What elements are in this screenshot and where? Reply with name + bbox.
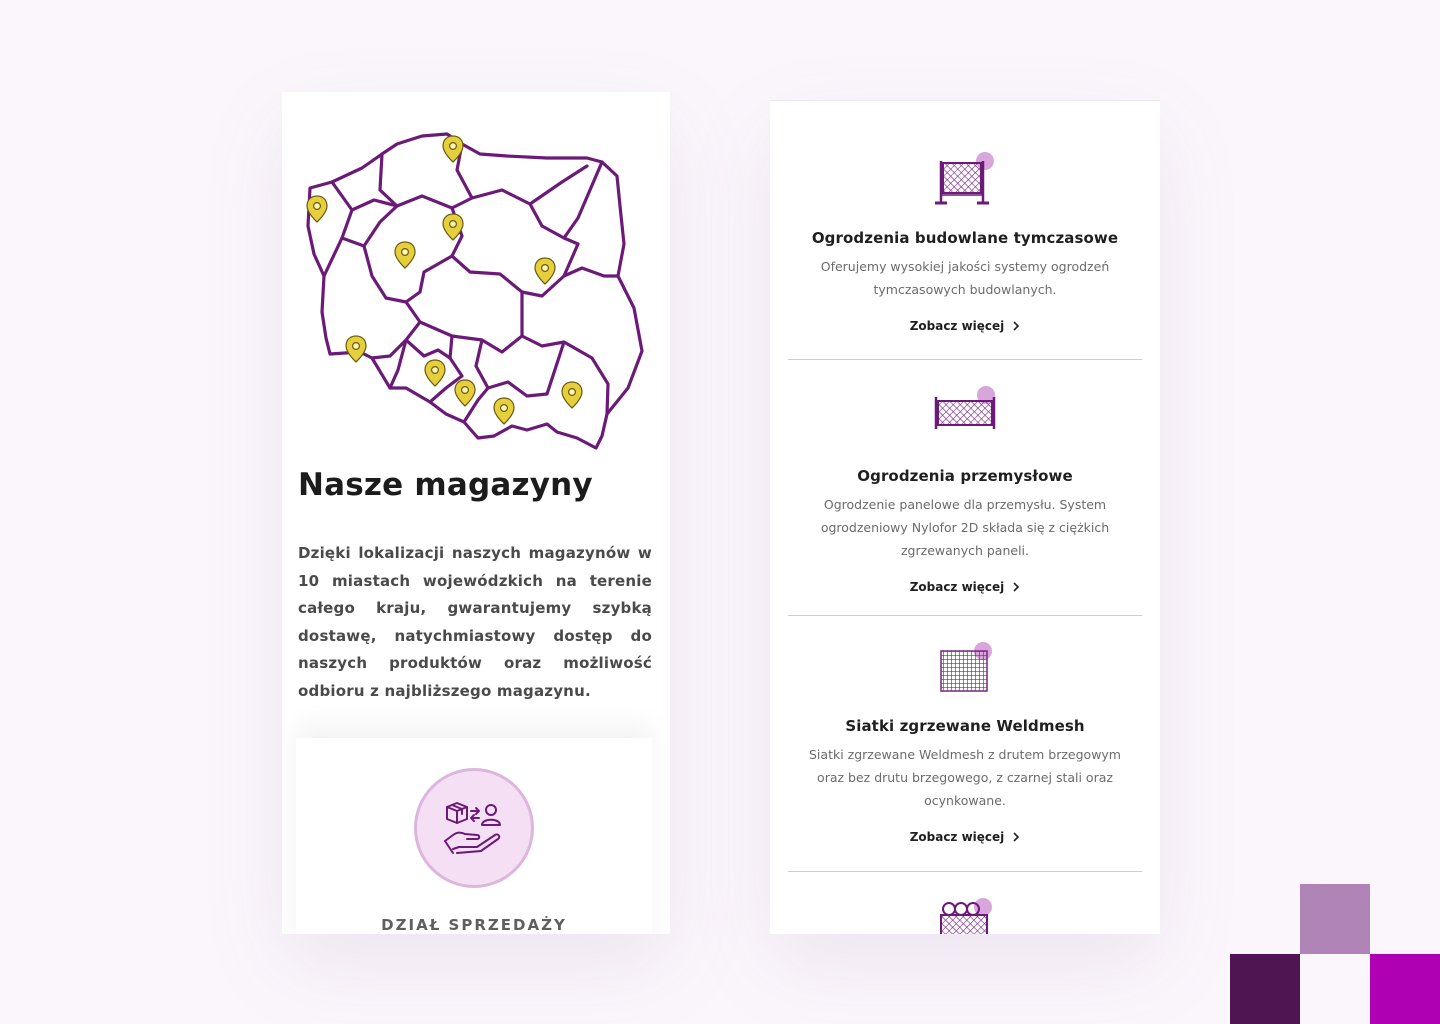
product-card xyxy=(788,639,1142,872)
see-more-link[interactable] xyxy=(910,580,1021,594)
location-pin-icon xyxy=(425,360,445,386)
weldmesh-icon xyxy=(935,639,995,693)
poland-map xyxy=(302,126,648,456)
location-pin-icon xyxy=(494,398,514,424)
sales-department-card[interactable] xyxy=(296,738,652,934)
decorative-square xyxy=(1300,884,1370,954)
location-pin-icon xyxy=(395,242,415,268)
product-description: Siatki zgrzewane Weldmesh z drutem brzegowym oraz bez drutu brzegowego, z czarnej stali oraz ocynkowane. xyxy=(809,747,1121,808)
razor-wire-fence-icon xyxy=(935,895,995,934)
chevron-right-icon xyxy=(1012,581,1020,593)
product-title: Ogrodzenia budowlane tymczasowe xyxy=(811,229,1119,247)
warehouses-screen xyxy=(282,92,670,934)
industrial-fence-icon xyxy=(932,383,998,431)
warehouses-description: Dzięki lokalizacji naszych magazynów w 10 miastach wojewódzkich na terenie całego kraju, gwarantujemy szybką dostawę, natychmiastowy dostęp do naszych produktów oraz możliwość odbioru z najbliższego magazynu. xyxy=(298,544,652,700)
sales-icon-circle xyxy=(414,768,534,888)
see-more-link[interactable] xyxy=(910,830,1021,844)
see-more-label: Zobacz więcej xyxy=(909,580,1005,594)
decorative-square xyxy=(1230,954,1300,1024)
product-title: Ogrodzenia przemysłowe xyxy=(857,467,1073,485)
chevron-right-icon xyxy=(1012,320,1020,332)
location-pin-icon xyxy=(455,380,475,406)
product-card xyxy=(788,383,1142,616)
sales-department-label: DZIAŁ SPRZEDAŻY xyxy=(381,916,567,934)
location-pin-icon xyxy=(443,136,463,162)
temporary-fence-icon xyxy=(933,151,997,207)
location-pin-icon xyxy=(562,382,582,408)
chevron-right-icon xyxy=(1012,831,1020,843)
product-description: Ogrodzenie panelowe dla przemysłu. System ogrodzeniowy Nylofor 2D składa się z ciężkich zgrzewanych paneli. xyxy=(820,497,1110,558)
hand-package-person-icon xyxy=(443,801,505,859)
see-more-label: Zobacz więcej xyxy=(909,830,1005,844)
location-pin-icon xyxy=(535,258,555,284)
decorative-square xyxy=(1370,954,1440,1024)
location-pin-icon xyxy=(346,336,366,362)
see-more-link[interactable] xyxy=(910,319,1021,333)
location-pin-icon xyxy=(307,196,327,222)
see-more-label: Zobacz więcej xyxy=(909,319,1005,333)
product-card xyxy=(788,151,1142,360)
product-title: Siatki zgrzewane Weldmesh xyxy=(845,717,1085,735)
location-pin-icon xyxy=(443,214,463,240)
product-description: Oferujemy wysokiej jakości systemy ogrodzeń tymczasowych budowlanych. xyxy=(820,259,1110,297)
warehouses-title: Nasze magazyny xyxy=(298,467,593,503)
products-screen xyxy=(770,100,1160,934)
product-card-partial xyxy=(770,895,1160,934)
